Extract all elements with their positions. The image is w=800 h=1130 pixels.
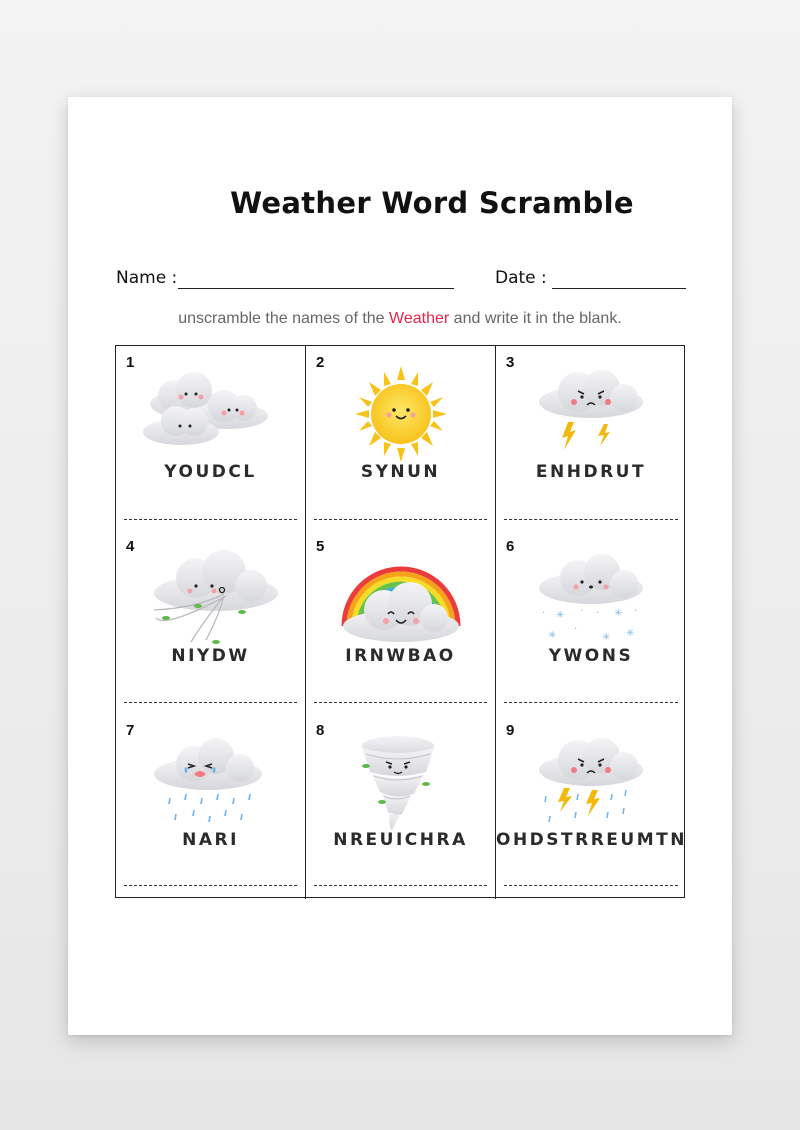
scrambled-word: IRNWBAO [345, 646, 456, 666]
answer-blank[interactable] [124, 885, 297, 886]
svg-text:✳: ✳ [548, 630, 557, 641]
puzzle-cell [116, 346, 306, 530]
puzzle-cell [116, 530, 306, 714]
svg-text:·: · [580, 606, 584, 617]
scrambled-word: NIYDW [171, 646, 250, 666]
answer-blank[interactable] [124, 702, 297, 703]
answer-blank[interactable] [314, 885, 487, 886]
name-blank-line[interactable] [178, 288, 454, 289]
thunder-cloud-icon [516, 364, 666, 464]
puzzle-cell [306, 530, 496, 714]
answer-blank[interactable] [504, 702, 678, 703]
svg-text:✳: ✳ [626, 628, 635, 639]
windy-cloud-icon [136, 548, 286, 648]
scrambled-word: ENHDRUT [535, 462, 647, 482]
scrambled-word: YOUDCL [164, 462, 257, 482]
scrambled-word: NARI [182, 830, 239, 850]
cloudy-icon [136, 364, 286, 464]
sun-icon [326, 364, 476, 464]
svg-text:·: · [634, 606, 638, 617]
puzzle-cell [306, 714, 496, 899]
rain-cloud-icon [136, 732, 286, 832]
answer-blank[interactable] [124, 519, 297, 520]
svg-text:·: · [574, 624, 578, 635]
page-title: Weather Word Scramble [230, 186, 634, 220]
answer-blank[interactable] [504, 519, 678, 520]
puzzle-grid [115, 345, 685, 898]
scrambled-word: YWONS [548, 646, 634, 666]
puzzle-cell [116, 714, 306, 899]
item-number: 3 [506, 354, 515, 371]
scrambled-word: SYNUN [360, 462, 441, 482]
svg-text:✳: ✳ [614, 608, 623, 619]
date-blank-line[interactable] [552, 288, 686, 289]
item-number: 7 [126, 722, 135, 739]
scrambled-word: OHDSTRREUMTN [496, 830, 687, 850]
puzzle-cell [496, 714, 686, 899]
item-number: 2 [316, 354, 325, 371]
instruction-before: unscramble the names of the [178, 310, 385, 327]
instruction-text [0, 310, 800, 328]
date-label: Date : [495, 268, 547, 288]
puzzle-cell [496, 346, 686, 530]
item-number: 8 [316, 722, 325, 739]
scrambled-word: NREUICHRA [333, 830, 468, 850]
name-label: Name : [116, 268, 178, 288]
thunderstorm-icon [516, 732, 666, 832]
puzzle-cell [306, 346, 496, 530]
answer-blank[interactable] [314, 702, 487, 703]
instruction-highlight: Weather [389, 310, 450, 327]
instruction-after: and write it in the blank. [453, 310, 622, 327]
svg-text:·: · [596, 608, 600, 619]
rainbow-icon [326, 548, 476, 648]
puzzle-cell [496, 530, 686, 714]
item-number: 6 [506, 538, 515, 555]
svg-text:✳: ✳ [556, 610, 565, 621]
svg-text:✳: ✳ [602, 632, 611, 643]
item-number: 9 [506, 722, 515, 739]
answer-blank[interactable] [314, 519, 487, 520]
item-number: 4 [126, 538, 135, 555]
snowy-cloud-icon [516, 548, 666, 648]
item-number: 1 [126, 354, 135, 371]
svg-text:·: · [542, 608, 546, 619]
tornado-icon [326, 732, 476, 832]
answer-blank[interactable] [504, 885, 678, 886]
item-number: 5 [316, 538, 325, 555]
